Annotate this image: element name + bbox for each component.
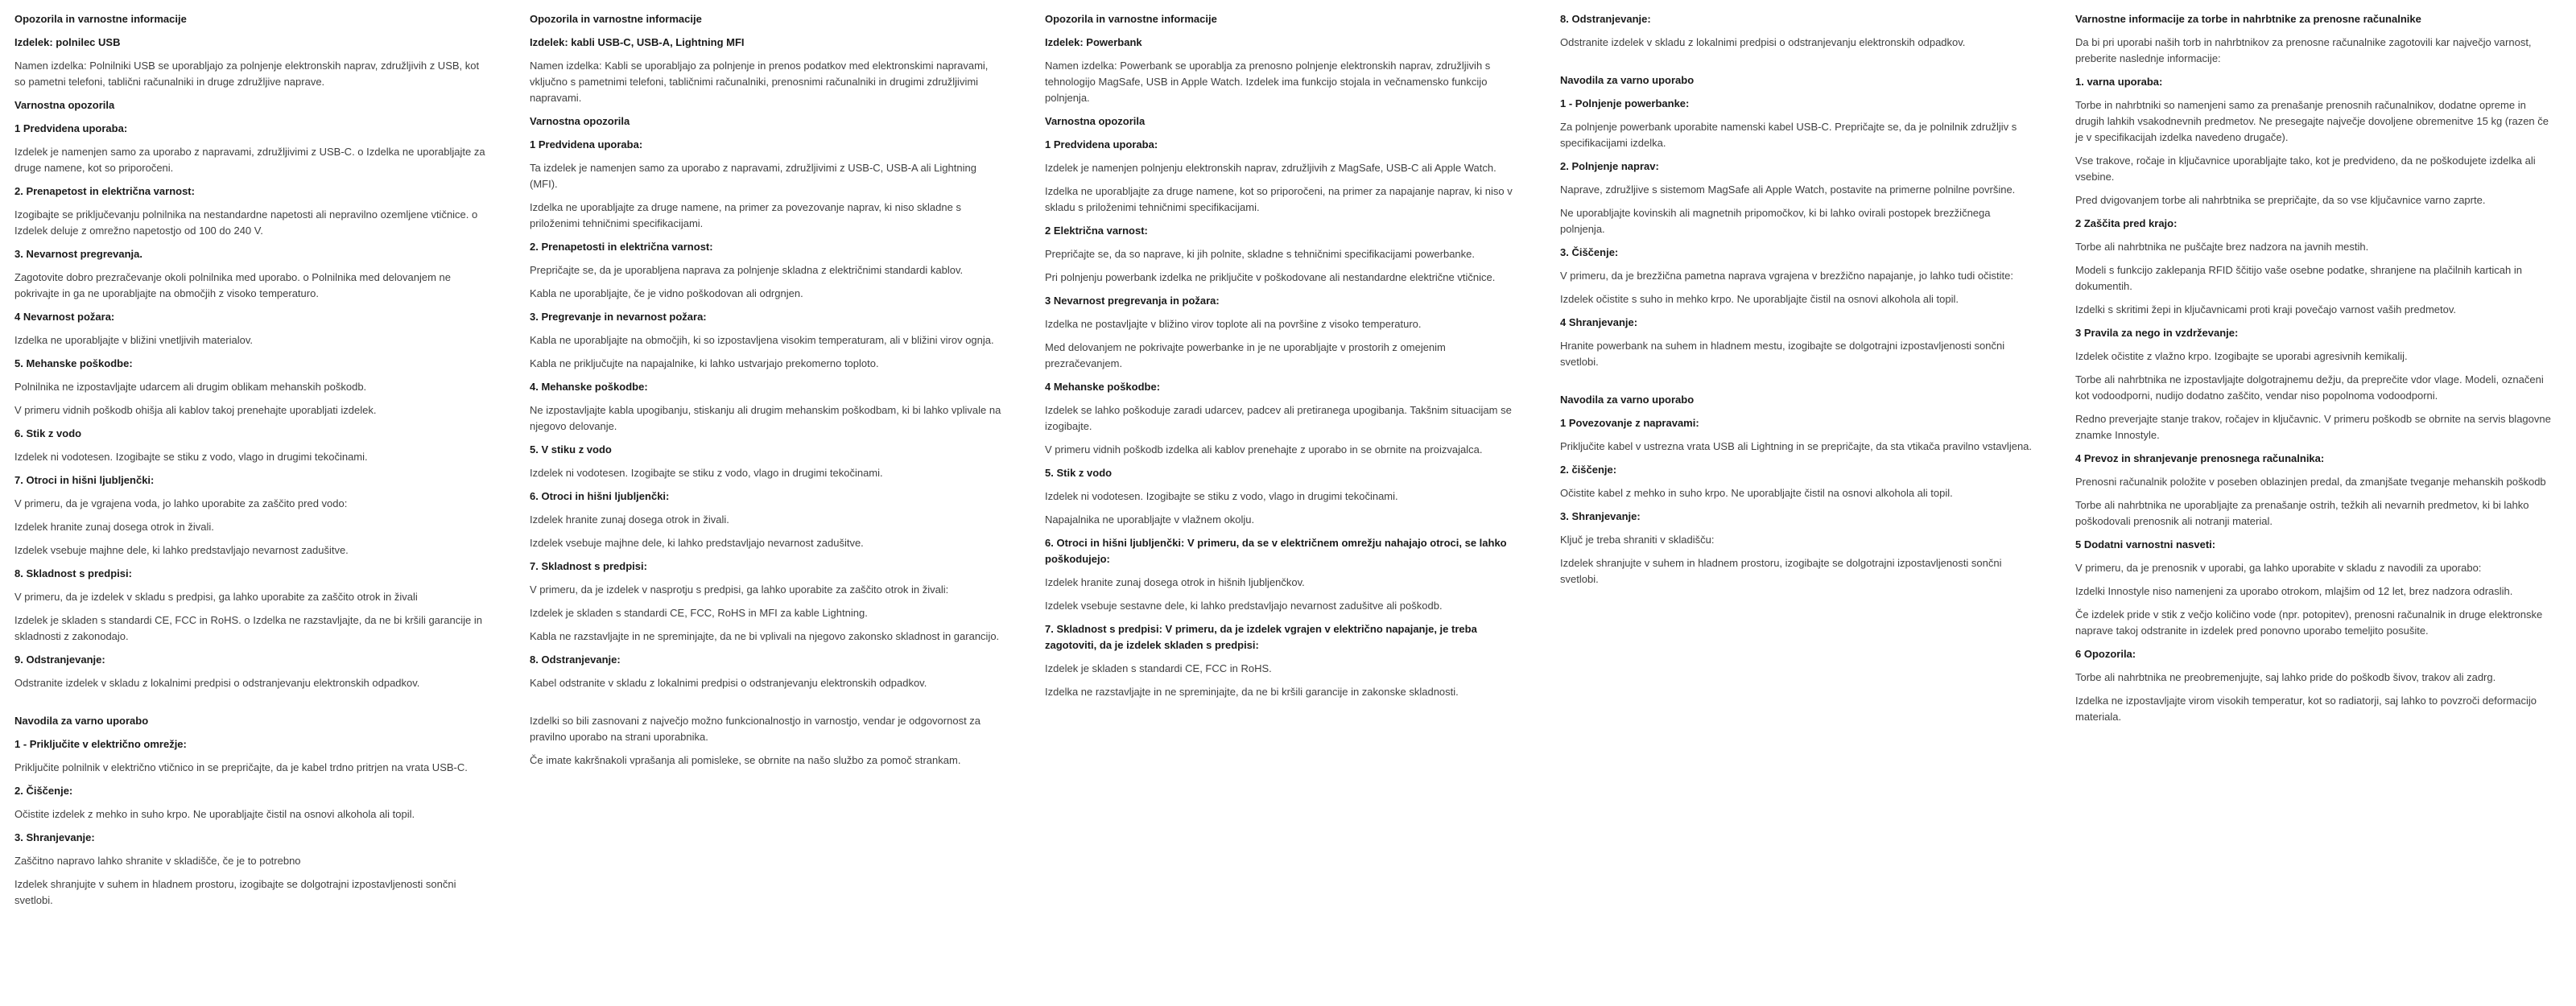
paragraph: Naprave, združljive s sistemom MagSafe ali Apple Watch, postavite na primerne polnilne površine. <box>1560 183 2016 196</box>
section-heading: 5 Dodatni varnostni nasveti: <box>2075 538 2216 550</box>
paragraph: Kabla ne uporabljajte, če je vidno poškodovan ali odrgnjen. <box>530 287 803 299</box>
section-heading: 7. Skladnost s predpisi: <box>530 560 647 572</box>
section-heading: 5. Mehanske poškodbe: <box>14 357 133 369</box>
section-heading: 6 Opozorila: <box>2075 648 2136 660</box>
paragraph: Zagotovite dobro prezračevanje okoli polnilnika med uporabo. o Polnilnika med delovanjem ne pokrivajte in ga ne uporabljajte na območjih z visoko temperaturo. <box>14 271 451 299</box>
paragraph: Ta izdelek je namenjen samo za uporabo z napravami, združljivimi z USB-C, USB-A ali Lightning (MFI). <box>530 162 976 190</box>
paragraph: V primeru, da je prenosnik v uporabi, ga lahko uporabite v skladu z navodili za uporabo: <box>2075 562 2482 574</box>
paragraph: Če izdelek pride v stik z večjo količino vode (npr. potopitev), prenosni računalnik in druge elektronske naprave takoj odstranite in izdelek pred ponovno uporabo temeljito posušite. <box>2075 608 2543 637</box>
section-heading: 8. Odstranjevanje: <box>1560 13 1651 25</box>
paragraph: Izdelek se lahko poškoduje zaradi udarcev, padcev ali pretiranega upogibanja. Takšnim situacijam se izogibajte. <box>1045 404 1512 432</box>
paragraph: Izdelek je skladen s standardi CE, FCC, RoHS in MFI za kable Lightning. <box>530 607 868 619</box>
section-heading: 5. Stik z vodo <box>1045 467 1113 479</box>
paragraph: Očistite izdelek z mehko in suho krpo. Ne uporabljajte čistil na osnovi alkohola ali topil. <box>14 808 415 820</box>
section-heading: Navodila za varno uporabo <box>14 715 149 727</box>
section-heading: 3. Čiščenje: <box>1560 246 1619 258</box>
section-heading: 4 Shranjevanje: <box>1560 316 1638 328</box>
paragraph: Da bi pri uporabi naših torb in nahrbtnikov za prenosne računalnike zagotovili kar največjo varnost, preberite naslednje informacije: <box>2075 36 2532 64</box>
paragraph: Zaščitno napravo lahko shranite v skladišče, če je to potrebno <box>14 855 301 867</box>
paragraph: Namen izdelka: Kabli se uporabljajo za polnjenje in prenos podatkov med elektronskimi napravami, vključno s pametnimi telefoni, tabličnimi računalniki, prenosnimi računalniki in drugimi združljivimi napravami. <box>530 60 989 104</box>
section-heading: Izdelek: kabli USB-C, USB-A, Lightning MFI <box>530 36 745 48</box>
column-1 <box>14 11 491 916</box>
paragraph: Kabla ne uporabljajte na območjih, ki so izpostavljena visokim temperaturam, ali v bližini virov ognja. <box>530 334 994 346</box>
paragraph: Torbe in nahrbtniki so namenjeni samo za prenašanje prenosnih računalnikov, dodatne opreme in drugih lahkih vsakodnevnih predmetov. Ne presegajte največje dovoljene obremenitve 15 kg (razen če je v specifikacijah izdelka navedeno drugače). <box>2075 99 2549 143</box>
section-heading: Varnostna opozorila <box>14 99 115 111</box>
paragraph: Če imate kakršnakoli vprašanja ali pomisleke, se obrnite na našo službo za pomoč strankam. <box>530 754 961 766</box>
paragraph: Torbe ali nahrbtnika ne puščajte brez nadzora na javnih mestih. <box>2075 241 2369 253</box>
paragraph: Kabel odstranite v skladu z lokalnimi predpisi o odstranjevanju elektronskih odpadkov. <box>530 677 927 689</box>
section-heading: 5. V stiku z vodo <box>530 443 612 456</box>
paragraph: Namen izdelka: Powerbank se uporablja za prenosno polnjenje elektronskih naprav, združljivih s tehnologijo MagSafe, USB in Apple Watch. Izdelek ima funkcijo stojala in večnamensko funkcijo polnjenja. <box>1045 60 1491 104</box>
paragraph: Izdelek je skladen s standardi CE, FCC in RoHS. <box>1045 662 1272 674</box>
document-title: Opozorila in varnostne informacije <box>14 13 187 25</box>
paragraph: Izdelka ne uporabljajte za druge namene, kot so priporočeni, na primer za napajanje naprav, ki niso v skladu s priloženimi tehničnimi specifikacijami. <box>1045 185 1513 213</box>
spacer <box>1560 58 2037 72</box>
paragraph: Napajalnika ne uporabljajte v vlažnem okolju. <box>1045 513 1255 526</box>
paragraph: Prepričajte se, da je uporabljena naprava za polnjenje skladna z električnimi standardi kablov. <box>530 264 964 276</box>
section-heading: 1 Predvidena uporaba: <box>14 122 128 134</box>
paragraph: Izdelek shranjujte v suhem in hladnem prostoru, izogibajte se dolgotrajni izpostavljenosti sončni svetlobi. <box>1560 557 2002 585</box>
section-heading: 6. Otroci in hišni ljubljenčki: V primeru, da se v električnem omrežju nahajajo otroci, se lahko poškodujejo: <box>1045 537 1507 565</box>
section-heading: 3. Nevarnost pregrevanja. <box>14 248 142 260</box>
section-heading: 2. Prenapetosti in električna varnost: <box>530 241 713 253</box>
paragraph: Med delovanjem ne pokrivajte powerbanke in je ne uporabljajte v prostorih z omejenim prezračevanjem. <box>1045 341 1446 369</box>
section-heading: 6. Stik z vodo <box>14 427 82 439</box>
paragraph: V primeru vidnih poškodb izdelka ali kablov prenehajte z uporabo in se obrnite na proizvajalca. <box>1045 443 1483 456</box>
paragraph: Pri polnjenju powerbank izdelka ne priključite v poškodovane ali nestandardne električne vtičnice. <box>1045 271 1496 283</box>
section-heading: Varnostna opozorila <box>1045 115 1146 127</box>
section-heading: Izdelek: polnilec USB <box>14 36 121 48</box>
paragraph: Priključite polnilnik v električno vtičnico in se prepričajte, da je kabel trdno pritrjen na vrata USB-C. <box>14 761 468 773</box>
section-heading: 1 Predvidena uporaba: <box>1045 138 1158 150</box>
spacer <box>530 699 1006 713</box>
column-4 <box>1560 11 2037 595</box>
document-title: Opozorila in varnostne informacije <box>530 13 702 25</box>
paragraph: Izdelka ne izpostavljajte virom visokih temperatur, kot so radiatorji, saj lahko to povzroči deformacijo materiala. <box>2075 695 2537 723</box>
paragraph: Prepričajte se, da so naprave, ki jih polnite, skladne s tehničnimi specifikacijami powerbanke. <box>1045 248 1475 260</box>
paragraph: Pred dvigovanjem torbe ali nahrbtnika se prepričajte, da so vse ključavnice varno zaprte. <box>2075 194 2486 206</box>
section-heading: 4. Mehanske poškodbe: <box>530 381 648 393</box>
paragraph: Izdelek vsebuje majhne dele, ki lahko predstavljajo nevarnost zadušitve. <box>14 544 349 556</box>
paragraph: Prenosni računalnik položite v poseben oblazinjen predal, da zmanjšate tveganje mehanskih poškodb <box>2075 476 2546 488</box>
section-heading: 4 Mehanske poškodbe: <box>1045 381 1161 393</box>
paragraph: Izdelek ni vodotesen. Izogibajte se stiku z vodo, vlago in drugimi tekočinami. <box>14 451 368 463</box>
paragraph: Izdelek je namenjen polnjenju elektronskih naprav, združljivih z MagSafe, USB-C ali Apple Watch. <box>1045 162 1496 174</box>
paragraph: Očistite kabel z mehko in suho krpo. Ne uporabljajte čistil na osnovi alkohola ali topil. <box>1560 487 1953 499</box>
section-heading: 3 Pravila za nego in vzdrževanje: <box>2075 327 2239 339</box>
section-heading: Navodila za varno uporabo <box>1560 394 1695 406</box>
paragraph: Izdelek vsebuje majhne dele, ki lahko predstavljajo nevarnost zadušitve. <box>530 537 864 549</box>
section-heading: Varnostna opozorila <box>530 115 630 127</box>
section-heading: 2 Zaščita pred krajo: <box>2075 217 2178 229</box>
paragraph: Modeli s funkcijo zaklepanja RFID ščitijo vaše osebne podatke, shranjene na plačilnih karticah in dokumentih. <box>2075 264 2522 292</box>
section-heading: 8. Skladnost s predpisi: <box>14 567 132 579</box>
paragraph: Izdelki Innostyle niso namenjeni za uporabo otrokom, mlajšim od 12 let, brez nadzora odraslih. <box>2075 585 2513 597</box>
paragraph: V primeru vidnih poškodb ohišja ali kablov takoj prenehajte uporabljati izdelek. <box>14 404 377 416</box>
paragraph: Kabla ne priključujte na napajalnike, ki lahko ustvarjajo prekomerno toploto. <box>530 357 879 369</box>
paragraph: Izdelek očistite z vlažno krpo. Izogibajte se uporabi agresivnih kemikalij. <box>2075 350 2408 362</box>
paragraph: Odstranite izdelek v skladu z lokalnimi predpisi o odstranjevanju elektronskih odpadkov. <box>1560 36 1966 48</box>
paragraph: Izdelek očistite s suho in mehko krpo. Ne uporabljajte čistil na osnovi alkohola ali topil. <box>1560 293 1959 305</box>
paragraph: V primeru, da je vgrajena voda, jo lahko uporabite za zaščito pred vodo: <box>14 497 348 509</box>
section-heading: Izdelek: Powerbank <box>1045 36 1142 48</box>
paragraph: Izdelek vsebuje sestavne dele, ki lahko predstavljajo nevarnost zadušitve ali poškodb. <box>1045 600 1443 612</box>
paragraph: Izdelek je namenjen samo za uporabo z napravami, združljivimi z USB-C. o Izdelka ne uporabljajte za druge namene, kot so priporočeni. <box>14 146 485 174</box>
paragraph: Izdelka ne uporabljajte v bližini vnetljivih materialov. <box>14 334 254 346</box>
paragraph: Ne izpostavljajte kabla upogibanju, stiskanju ali drugim mehanskim poškodbam, ki bi lahko vplivale na njegovo delovanje. <box>530 404 1001 432</box>
paragraph: Izdelek hranite zunaj dosega otrok in živali. <box>530 513 729 526</box>
section-heading: 3. Shranjevanje: <box>14 831 95 843</box>
section-heading: 3. Shranjevanje: <box>1560 510 1641 522</box>
section-heading: 2 Električna varnost: <box>1045 225 1148 237</box>
paragraph: Izdelki so bili zasnovani z največjo možno funkcionalnostjo in varnostjo, vendar je odgovornost za pravilno uporabo na strani uporabnika. <box>530 715 981 743</box>
paragraph: Izdelka ne postavljajte v bližino virov toplote ali na površine z visoko temperaturo. <box>1045 318 1422 330</box>
paragraph: Izdelek ni vodotesen. Izogibajte se stiku z vodo, vlago in drugimi tekočinami. <box>1045 490 1398 502</box>
section-heading: 6. Otroci in hišni ljubljenčki: <box>530 490 670 502</box>
paragraph: Torbe ali nahrbtnika ne uporabljajte za prenašanje ostrih, težkih ali nevarnih predmetov, ki bi lahko poškodovali prenosnik ali notranji material. <box>2075 499 2529 527</box>
section-heading: 4 Prevoz in shranjevanje prenosnega računalnika: <box>2075 452 2325 464</box>
spacer <box>1560 377 2037 392</box>
paragraph: Izdelki s skritimi žepi in ključavnicami proti kraji povečajo varnost vaših predmetov. <box>2075 303 2456 315</box>
section-heading: 2. Čiščenje: <box>14 785 73 797</box>
paragraph: Redno preverjajte stanje trakov, ročajev in ključavnic. V primeru poškodb se obrnite na servis blagovne znamke Innostyle. <box>2075 413 2551 441</box>
section-heading: 1 Predvidena uporaba: <box>530 138 643 150</box>
section-heading: 1. varna uporaba: <box>2075 76 2163 88</box>
paragraph: Vse trakove, ročaje in ključavnice uporabljajte tako, kot je predvideno, da ne poškodujete izdelka ali vsebine. <box>2075 155 2536 183</box>
paragraph: V primeru, da je brezžična pametna naprava vgrajena v brezžično napajanje, jo lahko tudi očistite: <box>1560 270 2013 282</box>
paragraph: Namen izdelka: Polnilniki USB se uporabljajo za polnjenje elektronskih naprav, združljivih z USB, kot so pametni telefoni, tablični računalniki in druge združljive naprave. <box>14 60 480 88</box>
section-heading: Navodila za varno uporabo <box>1560 74 1695 86</box>
section-heading: 2. Prenapetost in električna varnost: <box>14 185 195 197</box>
paragraph: V primeru, da je izdelek v nasprotju s predpisi, ga lahko uporabite za zaščito otrok in živali: <box>530 583 949 596</box>
section-heading: 7. Skladnost s predpisi: V primeru, da je izdelek vgrajen v električno napajanje, je treba zagotoviti, da je izdelek skladen s predpisi: <box>1045 623 1477 651</box>
paragraph: Torbe ali nahrbtnika ne izpostavljajte dolgotrajnemu dežju, da preprečite vdor vlage. Modeli, označeni kot vodoodporni, nudijo dodatno zaščito, vendar niso popolnoma vodoodporni. <box>2075 373 2544 402</box>
paragraph: Za polnjenje powerbank uporabite namenski kabel USB-C. Prepričajte se, da je polnilnik združljiv s specifikacijami izdelka. <box>1560 121 2017 149</box>
paragraph: Izdelek je skladen s standardi CE, FCC in RoHS. o Izdelka ne razstavljajte, da ne bi kršili garancije in skladnosti z zakonodajo. <box>14 614 482 642</box>
paragraph: V primeru, da je izdelek v skladu s predpisi, ga lahko uporabite za zaščito otrok in živali <box>14 591 418 603</box>
section-heading: 7. Otroci in hišni ljubljenčki: <box>14 474 155 486</box>
paragraph: Priključite kabel v ustrezna vrata USB ali Lightning in se prepričajte, da sta vtikača pravilno vstavljena. <box>1560 440 2033 452</box>
paragraph: Torbe ali nahrbtnika ne preobremenjujte, saj lahko pride do poškodb šivov, trakov ali zadrg. <box>2075 671 2496 683</box>
paragraph: Kabla ne razstavljajte in ne spreminjajte, da ne bi vplivali na njegovo zakonsko skladnost in garancijo. <box>530 630 1000 642</box>
paragraph: Izdelek hranite zunaj dosega otrok in hišnih ljubljenčkov. <box>1045 576 1305 588</box>
section-heading: 9. Odstranjevanje: <box>14 653 105 666</box>
column-2 <box>530 11 1006 776</box>
paragraph: Izdelka ne uporabljajte za druge namene, na primer za povezovanje naprav, ki niso skladne s priloženimi tehničnimi specifikacijami. <box>530 201 961 229</box>
paragraph: Izdelek ni vodotesen. Izogibajte se stiku z vodo, vlago in drugimi tekočinami. <box>530 467 883 479</box>
section-heading: 2. Polnjenje naprav: <box>1560 160 1659 172</box>
column-3 <box>1045 11 1521 707</box>
section-heading: 3 Nevarnost pregrevanja in požara: <box>1045 295 1220 307</box>
paragraph: Izdelek hranite zunaj dosega otrok in živali. <box>14 521 214 533</box>
document-title: Varnostne informacije za torbe in nahrbtnike za prenosne računalnike <box>2075 13 2421 25</box>
paragraph: Ne uporabljajte kovinskih ali magnetnih pripomočkov, ki bi lahko ovirali postopek brezžičnega polnjenja. <box>1560 207 1991 235</box>
column-5 <box>2075 11 2552 732</box>
document-title: Opozorila in varnostne informacije <box>1045 13 1217 25</box>
paragraph: Odstranite izdelek v skladu z lokalnimi predpisi o odstranjevanju elektronskih odpadkov. <box>14 677 420 689</box>
section-heading: 2. čiščenje: <box>1560 464 1617 476</box>
section-heading: 4 Nevarnost požara: <box>14 311 115 323</box>
section-heading: 1 - Priključite v električno omrežje: <box>14 738 187 750</box>
paragraph: Polnilnika ne izpostavljajte udarcem ali drugim oblikam mehanskih poškodb. <box>14 381 367 393</box>
paragraph: Izdelka ne razstavljajte in ne spreminjajte, da ne bi kršili garancije in zakonske skladnosti. <box>1045 686 1459 698</box>
section-heading: 3. Pregrevanje in nevarnost požara: <box>530 311 707 323</box>
section-heading: 1 Povezovanje z napravami: <box>1560 417 1699 429</box>
spacer <box>14 699 491 713</box>
paragraph: Izdelek shranjujte v suhem in hladnem prostoru, izogibajte se dolgotrajni izpostavljenosti sončni svetlobi. <box>14 878 456 906</box>
paragraph: Ključ je treba shraniti v skladišču: <box>1560 534 1715 546</box>
paragraph: Hranite powerbank na suhem in hladnem mestu, izogibajte se dolgotrajni izpostavljenosti sončni svetlobi. <box>1560 340 2005 368</box>
paragraph: Izogibajte se priključevanju polnilnika na nestandardne napetosti ali nepravilno ozemljene vtičnice. o Izdelek deluje z omrežno napetostjo od 100 do 240 V. <box>14 208 478 237</box>
section-heading: 1 - Polnjenje powerbanke: <box>1560 97 1690 109</box>
section-heading: 8. Odstranjevanje: <box>530 653 621 666</box>
